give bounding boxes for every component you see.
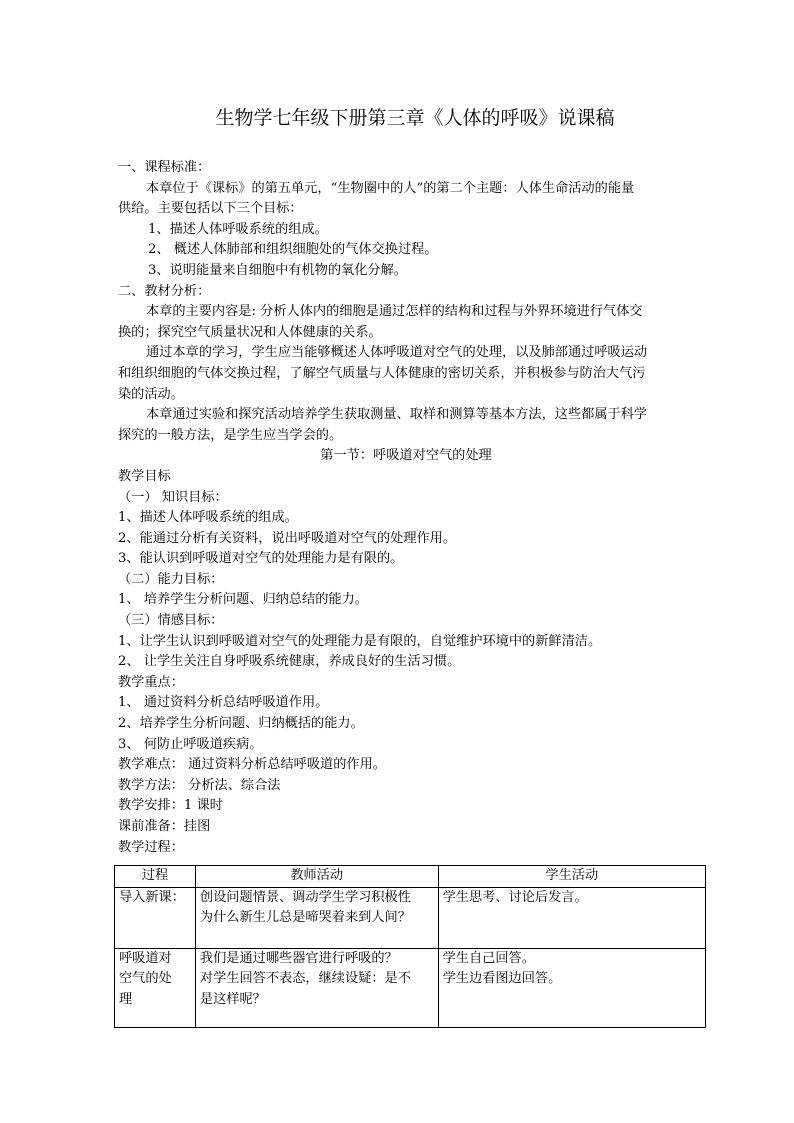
text-line: 教学过程：: [118, 839, 184, 855]
text-line: 通过本章的学习，学生应当能够概述人体呼吸道对空气的处理，以及肺部通过呼吸运动: [146, 345, 648, 361]
header-teacher-activity: 教师活动: [195, 866, 438, 888]
header-student-activity: 学生活动: [438, 866, 705, 888]
text-line: 一、课程标准：: [118, 160, 211, 175]
cell-text: 学生思考、讨论后发言。: [442, 889, 588, 905]
cell-text: 为什么新生儿总是啼哭着来到人间？: [199, 910, 411, 926]
cell-student: [438, 887, 705, 948]
text-line: 教学目标: [118, 468, 171, 484]
text-line: （一） 知识目标：: [118, 489, 228, 505]
cell-text: 我们是通过哪些器官进行呼吸的？: [199, 950, 398, 966]
cell-process: [115, 948, 196, 1027]
text-line: 本章的主要内容是: 分析人体内的细胞是通过怎样的结构和过程与外界环境进行气体交: [146, 304, 643, 320]
document-body: [118, 158, 712, 858]
text-line: 3、说明能量来自细胞中有机物的氧化分解。: [148, 262, 407, 278]
teaching-process-table: [114, 865, 706, 1028]
text-line: 二、教材分析：: [118, 283, 211, 299]
cell-student: [438, 948, 705, 1027]
text-line: 3、 何防止呼吸道疾病。: [118, 736, 263, 752]
text-line: 2、 让学生关注自身呼吸系统健康，养成良好的生活习惯。: [118, 654, 461, 670]
cell-text: 创设问题情景、调动学生学习积极性: [199, 889, 411, 905]
text-line: 1、 通过资料分析总结呼吸道作用。: [118, 695, 329, 711]
cell-text: 导入新课：: [119, 889, 185, 905]
text-line: （二）能力目标：: [118, 571, 224, 587]
text-line: 染的活动。: [118, 386, 184, 402]
cell-text: 学生自己回答。: [442, 950, 535, 966]
text-line: 1、让学生认识到呼吸道对空气的处理能力是有限的，自觉维护环境中的新鲜清洁。: [118, 633, 602, 649]
cell-text: 对学生回答不表态，继续设疑：是不: [199, 971, 411, 987]
text-line: 2、能通过分析有关资料，说出呼吸道对空气的处理作用。: [118, 530, 457, 546]
cell-text: 空气的处: [119, 971, 172, 987]
table-header-row: [115, 866, 706, 888]
text-line: 教学重点：: [118, 674, 184, 690]
text-line: 1、描述人体呼吸系统的组成。: [118, 510, 298, 526]
text-line: 本章通过实验和探究活动培养学生获取测量、取样和测算等基本方法，这些都属于科学: [146, 407, 648, 423]
cell-teacher: [195, 887, 438, 948]
text-line: 探究的一般方法，是学生应当学会的。: [118, 427, 343, 443]
cell-text: 是这样呢？: [199, 991, 266, 1007]
header-process: 过程: [115, 866, 196, 888]
text-line: 课前准备：挂图: [118, 819, 211, 834]
text-line: 3、能认识到呼吸道对空气的处理能力是有限的。: [118, 551, 404, 567]
text-line: 2、培养学生分析问题、归纳概括的能力。: [118, 716, 364, 732]
cell-process: [115, 887, 196, 948]
text-line: 1、 培养学生分析问题、归纳总结的能力。: [118, 592, 368, 608]
text-line: 1、描述人体呼吸系统的组成。: [148, 221, 328, 237]
text-line: （三）情感目标：: [118, 613, 224, 629]
text-line: 和组织细胞的气体交换过程，了解空气质量与人体健康的密切关系，并积极参与防治大气污: [118, 365, 646, 381]
cell-text: 学生边看图边回答。: [442, 971, 562, 987]
text-line: 供给。主要包括以下三个目标：: [118, 201, 303, 217]
table-row: [115, 887, 706, 948]
cell-text: 呼吸道对: [119, 950, 172, 966]
cell-text: 理: [119, 991, 133, 1007]
cell-teacher: [195, 948, 438, 1027]
text-line: 教学方法： 分析法、综合法: [118, 777, 281, 793]
text-line: 换的；探究空气质量状况和人体健康的关系。: [118, 324, 382, 340]
text-line: 2、 概述人体肺部和组织细胞处的气体交换过程。: [148, 242, 438, 258]
text-line: 教学难点： 通过资料分析总结呼吸道的作用。: [118, 757, 386, 773]
text-line: 教学安排：1 课时: [118, 798, 223, 814]
text-line: 本章位于《课标》的第五单元，“生物圈中的人”的第二个主题：人体生命活动的能量: [146, 180, 635, 196]
document-title: 生物学七年级下册第三章《人体的呼吸》说课稿: [215, 107, 615, 129]
text-line: 第一节：呼吸道对空气的处理: [320, 448, 492, 464]
table-row: [115, 948, 706, 1027]
